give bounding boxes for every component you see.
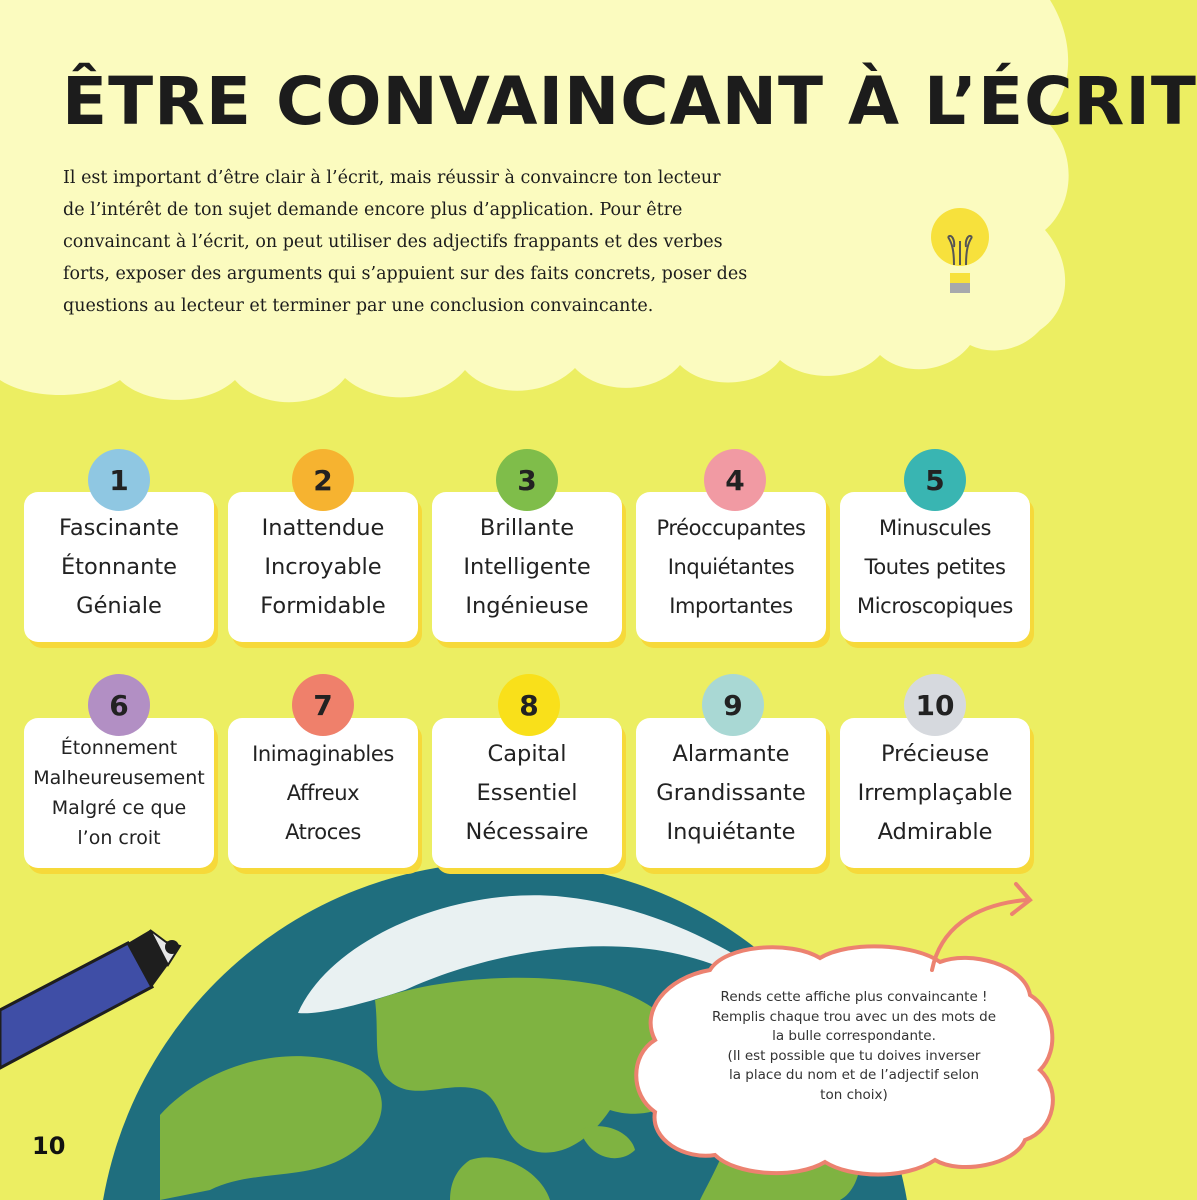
card-number-badge-6: 6 (88, 674, 150, 736)
word-option: Malgré ce que (51, 797, 187, 819)
word-option: Microscopiques (857, 593, 1013, 618)
instruction-line: (Il est possible que tu doives inverser (727, 1047, 981, 1064)
word-option: Préoccupantes (656, 515, 806, 540)
lightbulb-icon (928, 205, 992, 297)
word-option: Minuscules (878, 515, 992, 540)
word-card-5 (840, 492, 1030, 642)
word-option: Atroces (285, 819, 361, 844)
word-option: Précieuse (880, 740, 990, 767)
word-option: Intelligente (463, 553, 591, 580)
card-number-badge-1: 1 (88, 449, 150, 511)
instruction-line: la place du nom et de l’adjectif selon (728, 1067, 979, 1083)
instruction-text (672, 988, 1036, 1105)
word-option: Étonnement (60, 737, 178, 759)
word-card-3 (432, 492, 622, 642)
instruction-line: Remplis chaque trou avec un des mots de (711, 1008, 997, 1025)
card-number-badge-8: 8 (498, 674, 560, 736)
instruction-line: Rends cette affiche plus convaincante ! (720, 989, 988, 1005)
card-number-badge-2: 2 (292, 449, 354, 511)
card-number-badge-5: 5 (904, 449, 966, 511)
word-card-7 (228, 718, 418, 868)
word-option: Étonnante (60, 553, 178, 580)
word-option: Importantes (669, 593, 793, 618)
instruction-line: ton choix) (820, 1086, 888, 1103)
word-card-2 (228, 492, 418, 642)
card-number-badge-9: 9 (702, 674, 764, 736)
page-number: 10 (32, 1132, 66, 1160)
word-option: Toutes petites (864, 554, 1006, 579)
word-option: Inattendue (261, 514, 385, 541)
page-title: ÊTRE CONVAINCANT À L’ÉCRIT (62, 63, 1197, 140)
card-number-badge-10: 10 (904, 674, 966, 736)
word-card-4 (636, 492, 826, 642)
marker-pen-illustration (0, 930, 180, 1068)
word-card-6 (24, 718, 214, 868)
word-option: Brillante (479, 514, 575, 541)
word-option: Admirable (877, 818, 993, 845)
word-option: Grandissante (656, 779, 806, 806)
word-card-10 (840, 718, 1030, 868)
word-option: Malheureusement (33, 767, 205, 789)
word-option: Formidable (260, 592, 386, 619)
curved-arrow-icon (932, 884, 1030, 970)
word-option: Fascinante (59, 514, 179, 541)
word-option: Inimaginables (252, 741, 394, 766)
intro-line: Il est important d’être clair à l’écrit, mais réussir à convaincre ton lecteur (63, 168, 721, 188)
word-option: Inquiétantes (667, 554, 795, 579)
word-option: Essentiel (476, 779, 578, 806)
intro-line: forts, exposer des arguments qui s’appuient sur des faits concrets, poser des (63, 264, 748, 284)
instruction-line: la bulle correspondante. (772, 1028, 936, 1044)
intro-line: convaincant à l’écrit, on peut utiliser des adjectifs frappants et des verbes (63, 232, 723, 252)
intro-line: questions au lecteur et terminer par une conclusion convaincante. (63, 296, 654, 316)
intro-line: de l’intérêt de ton sujet demande encore plus d’application. Pour être (63, 200, 683, 220)
word-option: Capital (487, 740, 567, 767)
card-number-badge-4: 4 (704, 449, 766, 511)
word-option: Affreux (286, 780, 360, 805)
word-option: Alarmante (672, 740, 790, 767)
word-card-9 (636, 718, 826, 868)
word-option: Incroyable (264, 553, 382, 580)
word-option: Géniale (76, 592, 162, 619)
word-card-1 (24, 492, 214, 642)
word-option: Ingénieuse (465, 592, 589, 619)
word-option: Nécessaire (465, 818, 589, 845)
card-number-badge-7: 7 (292, 674, 354, 736)
intro-paragraph (63, 162, 923, 322)
word-option: l’on croit (77, 827, 161, 849)
word-option: Inquiétante (666, 818, 796, 845)
card-number-badge-3: 3 (496, 449, 558, 511)
word-card-8 (432, 718, 622, 868)
word-option: Irremplaçable (857, 779, 1013, 806)
